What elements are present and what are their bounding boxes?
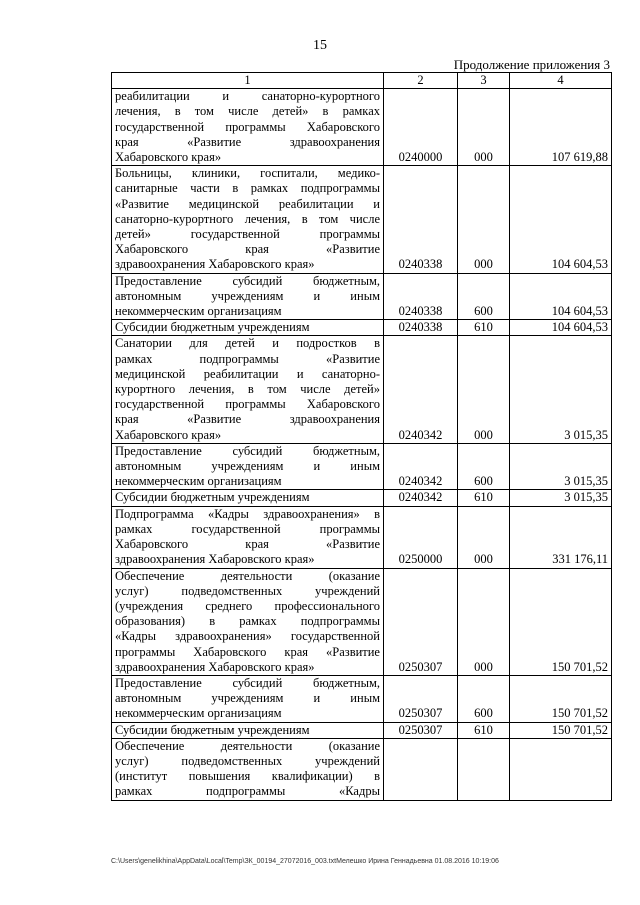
row-name-line: Предоставление субсидий бюджетным, bbox=[115, 273, 380, 288]
row-expense-type: 000 bbox=[458, 336, 510, 443]
row-code: 0240338 bbox=[384, 273, 458, 320]
row-code: 0250307 bbox=[384, 722, 458, 738]
row-amount: 3 015,35 bbox=[510, 490, 612, 506]
table-row bbox=[112, 568, 612, 675]
table-row bbox=[112, 336, 612, 443]
row-name-last-line: некоммерческим организациям bbox=[115, 706, 282, 721]
row-expense-type: 610 bbox=[458, 722, 510, 738]
row-name-line: Больницы, клиники, госпитали, медико- bbox=[115, 166, 380, 181]
row-code: 0250307 bbox=[384, 568, 458, 675]
row-name bbox=[112, 166, 384, 273]
row-name-line: санаторно-курортного лечения, в том числе bbox=[115, 211, 380, 226]
row-amount bbox=[510, 738, 612, 800]
row-expense-type: 000 bbox=[458, 568, 510, 675]
row-amount: 3 015,35 bbox=[510, 443, 612, 490]
row-name-line: образования) в рамках подпрограммы bbox=[115, 614, 380, 629]
row-amount: 104 604,53 bbox=[510, 273, 612, 320]
continuation-label: Продолжение приложения 3 bbox=[453, 57, 610, 72]
col-header-2: 2 bbox=[384, 73, 458, 89]
row-name-line: (институт повышения квалификации) в bbox=[115, 769, 380, 784]
row-code: 0240338 bbox=[384, 320, 458, 336]
row-name-last-line: Субсидии бюджетным учреждениям bbox=[115, 722, 310, 737]
row-name-line: Хабаровского края «Развитие bbox=[115, 537, 380, 552]
row-name bbox=[112, 506, 384, 568]
table-row bbox=[112, 490, 612, 506]
row-expense-type: 600 bbox=[458, 443, 510, 490]
row-name-line: услуг) подведомственных учреждений bbox=[115, 583, 380, 598]
row-amount: 150 701,52 bbox=[510, 568, 612, 675]
col-header-4: 4 bbox=[510, 73, 612, 89]
row-name-line: «Развитие медицинской реабилитации и bbox=[115, 196, 380, 211]
row-name-line: (учреждения среднего профессионального bbox=[115, 598, 380, 613]
row-expense-type bbox=[458, 738, 510, 800]
page-number: 15 bbox=[313, 38, 327, 53]
row-name-line: программы Хабаровского края «Развитие bbox=[115, 644, 380, 659]
row-name-line: Обеспечение деятельности (оказание bbox=[115, 568, 380, 583]
row-name-line: Предоставление субсидий бюджетным, bbox=[115, 443, 380, 458]
row-name-last-line: здравоохранения Хабаровского края» bbox=[115, 257, 315, 272]
row-expense-type: 610 bbox=[458, 490, 510, 506]
row-expense-type: 000 bbox=[458, 89, 510, 166]
row-name bbox=[112, 490, 384, 506]
table-row bbox=[112, 675, 612, 722]
row-code: 0240000 bbox=[384, 89, 458, 166]
row-name bbox=[112, 443, 384, 490]
row-name-line: автономным учреждениям и иным bbox=[115, 459, 380, 474]
row-name bbox=[112, 738, 384, 800]
table-row bbox=[112, 273, 612, 320]
row-name-last-line: Субсидии бюджетным учреждениям bbox=[115, 320, 310, 335]
row-name-line: автономным учреждениям и иным bbox=[115, 691, 380, 706]
row-expense-type: 600 bbox=[458, 675, 510, 722]
row-name-line: края «Развитие здравоохранения bbox=[115, 134, 380, 149]
row-name-line: автономным учреждениям и иным bbox=[115, 288, 380, 303]
table-header-row bbox=[112, 73, 612, 89]
row-name-line: курортного лечения, в том числе детей» bbox=[115, 382, 380, 397]
row-name-last-line: здравоохранения Хабаровского края» bbox=[115, 552, 315, 567]
row-name-line: лечения, в том числе детей» в рамках bbox=[115, 104, 380, 119]
row-amount: 104 604,53 bbox=[510, 320, 612, 336]
row-amount: 331 176,11 bbox=[510, 506, 612, 568]
table-row bbox=[112, 738, 612, 800]
table-row bbox=[112, 722, 612, 738]
row-expense-type: 000 bbox=[458, 506, 510, 568]
row-name-line: детей» государственной программы bbox=[115, 227, 380, 242]
row-name-line: Хабаровского края «Развитие bbox=[115, 242, 380, 257]
row-name-line: Обеспечение деятельности (оказание bbox=[115, 738, 380, 753]
row-name bbox=[112, 568, 384, 675]
row-name-last-line: некоммерческим организациям bbox=[115, 304, 282, 319]
row-name-last-line: рамках подпрограммы «Кадры bbox=[115, 784, 380, 799]
row-code: 0250307 bbox=[384, 675, 458, 722]
row-name-line: реабилитации и санаторно-курортного bbox=[115, 89, 380, 104]
row-code: 0240342 bbox=[384, 490, 458, 506]
table-row bbox=[112, 89, 612, 166]
row-amount: 150 701,52 bbox=[510, 675, 612, 722]
row-code bbox=[384, 738, 458, 800]
row-code: 0240338 bbox=[384, 166, 458, 273]
row-name-line: медицинской реабилитации и санаторно- bbox=[115, 366, 380, 381]
table-row bbox=[112, 443, 612, 490]
row-name-line: санитарные части в рамках подпрограммы bbox=[115, 181, 380, 196]
budget-table bbox=[111, 72, 612, 801]
row-name-line: государственной программы Хабаровского bbox=[115, 119, 380, 134]
row-name bbox=[112, 273, 384, 320]
row-name-last-line: здравоохранения Хабаровского края» bbox=[115, 659, 315, 674]
row-code: 0240342 bbox=[384, 336, 458, 443]
table-row bbox=[112, 320, 612, 336]
row-code: 0240342 bbox=[384, 443, 458, 490]
row-name bbox=[112, 722, 384, 738]
row-name-line: «Кадры здравоохранения» государственной bbox=[115, 629, 380, 644]
row-name-line: государственной программы Хабаровского bbox=[115, 397, 380, 412]
row-amount: 107 619,88 bbox=[510, 89, 612, 166]
row-expense-type: 600 bbox=[458, 273, 510, 320]
row-amount: 104 604,53 bbox=[510, 166, 612, 273]
row-code: 0250000 bbox=[384, 506, 458, 568]
row-name-last-line: некоммерческим организациям bbox=[115, 474, 282, 489]
row-name-line: Санатории для детей и подростков в bbox=[115, 336, 380, 351]
row-name-line: Подпрограмма «Кадры здравоохранения» в bbox=[115, 506, 380, 521]
row-expense-type: 610 bbox=[458, 320, 510, 336]
col-header-1: 1 bbox=[112, 73, 384, 89]
col-header-3: 3 bbox=[458, 73, 510, 89]
row-amount: 3 015,35 bbox=[510, 336, 612, 443]
table-row bbox=[112, 166, 612, 273]
row-name-line: услуг) подведомственных учреждений bbox=[115, 753, 380, 768]
row-name-line: рамках подпрограммы «Развитие bbox=[115, 351, 380, 366]
table-row bbox=[112, 506, 612, 568]
file-path-footer: C:\Users\genelikhina\AppData\Local\Temp\ЗК_00194_27072016_003.txtМелешко Ирина Геннадьевна 01.08.2016 10:19:06 bbox=[111, 858, 499, 865]
row-name-last-line: Субсидии бюджетным учреждениям bbox=[115, 490, 310, 505]
row-name-line: края «Развитие здравоохранения bbox=[115, 412, 380, 427]
row-expense-type: 000 bbox=[458, 166, 510, 273]
row-name-last-line: Хабаровского края» bbox=[115, 150, 222, 165]
row-name bbox=[112, 336, 384, 443]
row-name-last-line: Хабаровского края» bbox=[115, 427, 222, 442]
row-name-line: Предоставление субсидий бюджетным, bbox=[115, 675, 380, 690]
row-amount: 150 701,52 bbox=[510, 722, 612, 738]
row-name bbox=[112, 675, 384, 722]
row-name-line: рамках государственной программы bbox=[115, 521, 380, 536]
row-name bbox=[112, 320, 384, 336]
row-name bbox=[112, 89, 384, 166]
